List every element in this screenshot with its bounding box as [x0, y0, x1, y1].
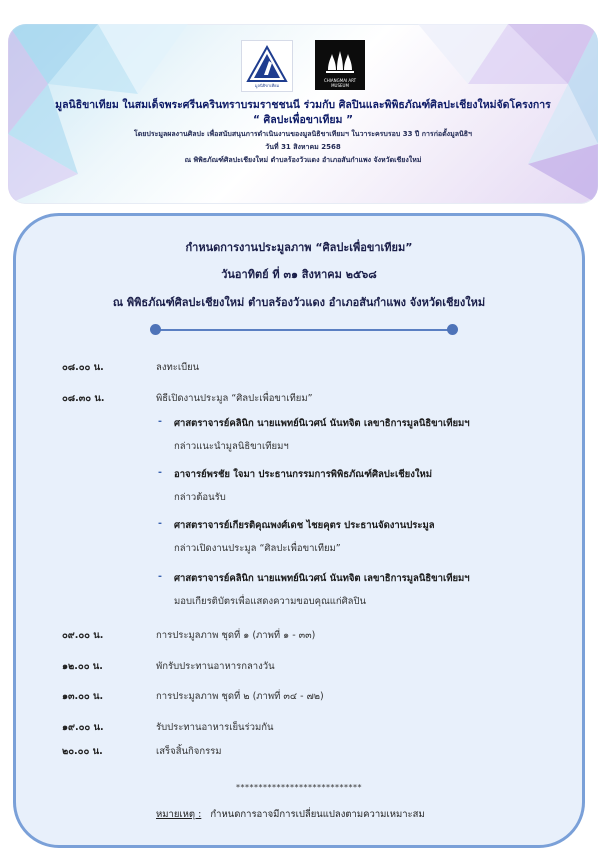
banner-date: วันที่ 31 สิงหาคม 2568 — [265, 143, 341, 151]
divider-dot-right — [447, 324, 458, 335]
item-time: ๑๓.๐๐ น. — [62, 691, 104, 702]
speaker-action: มอบเกียรติบัตรเพื่อแสดงความขอบคุณแก่ศิลปิน — [174, 596, 367, 607]
item-time: ๑๒.๐๐ น. — [62, 661, 103, 672]
item-desc: ลงทะเบียน — [156, 362, 200, 373]
banner-subtitle-line1: โดยประมูลผลงานศิลปะ เพื่อสนับสนุนการดำเนินงานของมูลนิธิขาเทียมฯ ในวาระครบรอบ 33 ปี การก่อตั้งมูลนิธิฯ — [133, 130, 472, 138]
speaker-name: ศาสตราจารย์เกียรติคุณพงศ์เดช ไชยคุตร ประธานจัดงานประมูล — [174, 520, 435, 531]
bullet-dash: - — [158, 571, 162, 582]
museum-logo-caption: CHIANGMAI ART MUSEUM — [323, 78, 357, 88]
schedule-item — [16, 720, 582, 736]
speaker-name: อาจารย์พรชัย ใจมา ประธานกรรมการพิพิธภัณฑ์ศิลปะเชียงใหม่ — [174, 469, 433, 480]
banner-title-line1: มูลนิธิขาเทียม ในสมเด็จพระศรีนครินทราบรมราชชนนี ร่วมกับ ศิลปินและพิพิธภัณฑ์ศิลปะเชียงใหม่จัดโครงการ — [55, 99, 551, 111]
banner-venue: ณ พิพิธภัณฑ์ศิลปะเชียงใหม่ ตำบลร้องวัวแดง อำเภอสันกำแพง จังหวัดเชียงใหม่ — [184, 156, 422, 164]
remark — [156, 807, 425, 822]
logo-row — [8, 40, 598, 92]
star-separator: **************************** — [236, 783, 362, 792]
item-desc: พิธีเปิดงานประมูล “ศิลปะเพื่อขาเทียม” — [156, 393, 313, 404]
speaker-name: ศาสตราจารย์คลินิก นายแพทย์นิเวศน์ นันทจิต เลขาธิการมูลนิธิขาเทียมฯ — [174, 418, 470, 429]
schedule-item — [16, 659, 582, 675]
bullet-dash: - — [158, 416, 162, 427]
banner-text — [18, 98, 588, 167]
schedule-panel — [13, 213, 585, 848]
schedule-item — [16, 391, 582, 407]
item-time: ๐๘.๓๐ น. — [62, 393, 105, 404]
speaker-action: กล่าวต้อนรับ — [174, 492, 226, 503]
speaker-action: กล่าวแนะนำมูลนิธิขาเทียมฯ — [174, 441, 289, 452]
item-time: ๐๙.๐๐ น. — [62, 630, 104, 641]
divider-line — [156, 329, 452, 331]
item-desc: รับประทานอาหารเย็นร่วมกัน — [156, 722, 274, 733]
schedule-item — [16, 628, 582, 644]
speaker-action: กล่าวเปิดงานประมูล “ศิลปะเพื่อขาเทียม” — [174, 543, 341, 554]
remark-text: กำหนดการอาจมีการเปลี่ยนแปลงตามความเหมาะสม — [210, 809, 425, 820]
item-desc: พักรับประทานอาหารกลางวัน — [156, 661, 275, 672]
item-time: ๐๘.๐๐ น. — [62, 362, 104, 373]
divider-dot-left — [150, 324, 161, 335]
speaker-name: ศาสตราจารย์คลินิก นายแพทย์นิเวศน์ นันทจิต เลขาธิการมูลนิธิขาเทียมฯ — [174, 573, 470, 584]
event-banner — [8, 24, 598, 204]
item-time: ๑๙.๐๐ น. — [62, 722, 104, 733]
foundation-logo — [241, 40, 293, 92]
schedule-date: วันอาทิตย์ ที่ ๓๑ สิงหาคม ๒๕๖๘ — [221, 268, 377, 281]
item-time: ๒๐.๐๐ น. — [62, 746, 103, 757]
museum-logo — [315, 40, 365, 90]
schedule-venue: ณ พิพิธภัณฑ์ศิลปะเชียงใหม่ ตำบลร้องวัวแดง อำเภอสันกำแพง จังหวัดเชียงใหม่ — [112, 296, 486, 309]
item-desc: เสร็จสิ้นกิจกรรม — [156, 746, 222, 757]
schedule-heading: กำหนดการงานประมูลภาพ “ศิลปะเพื่อขาเทียม” — [185, 241, 413, 254]
remark-label: หมายเหตุ : — [156, 809, 202, 820]
schedule-item — [16, 744, 582, 760]
schedule-item — [16, 360, 582, 376]
bullet-dash: - — [158, 518, 162, 529]
bullet-dash: - — [158, 467, 162, 478]
item-desc: การประมูลภาพ ชุดที่ ๒ (ภาพที่ ๓๔ - ๗๒) — [156, 691, 324, 702]
foundation-logo-caption: มูลนิธิขาเทียม — [254, 83, 280, 88]
banner-title-line2: “ ศิลปะเพื่อขาเทียม ” — [253, 114, 353, 126]
item-desc: การประมูลภาพ ชุดที่ ๑ (ภาพที่ ๑ - ๓๓) — [156, 630, 316, 641]
schedule-item — [16, 689, 582, 705]
